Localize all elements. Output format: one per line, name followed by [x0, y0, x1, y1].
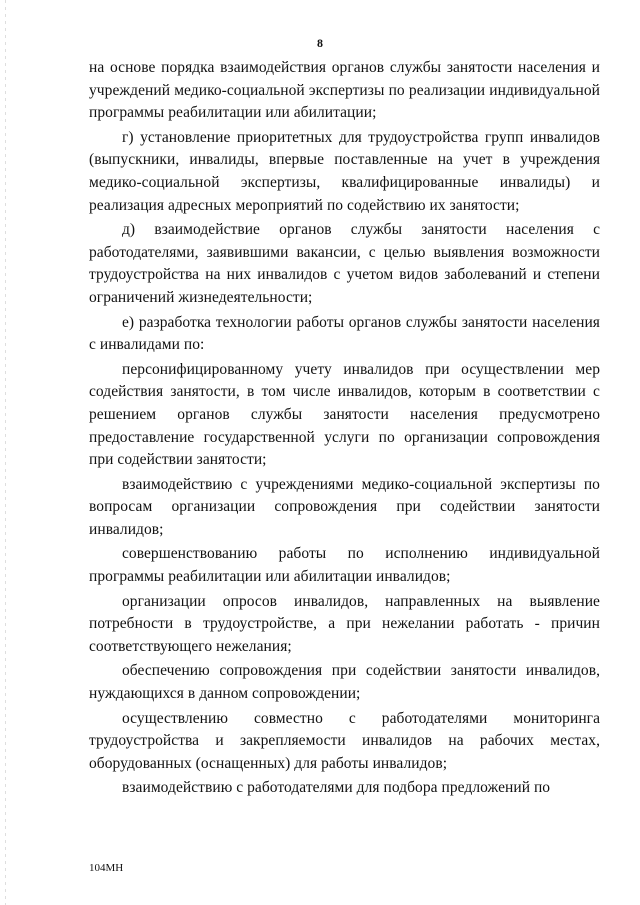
paragraph-subitem-employers: взаимодействию с работодателями для подбора предложений по [122, 779, 551, 797]
footer-document-code: 104МН [89, 862, 124, 874]
document-body [89, 57, 600, 802]
paragraph-subitem-surveys: организации опросов инвалидов, направленных на выявление потребности в трудоустройстве, а при нежелании работать - причин соответствующего нежелания; [89, 592, 600, 655]
paragraph-subitem-accounting: персонифицированному учету инвалидов при осуществлении мер содействия занятости, в том числе инвалидов, которым в соответствии с решением органов службы занятости населения предусмотрено предоставление государственной услуги по организации сопровождения при содействии занятости; [89, 360, 600, 469]
paragraph-item-g: г) установление приоритетных для трудоустройства групп инвалидов (выпускники, инвалиды, впервые поставленные на учет в учреждения медико-социальной экспертизы, квалифицированные инвалиды) и реализация адресных мероприятий по содействию их занятости; [89, 128, 600, 214]
paragraph-subitem-rehab-program: совершенствованию работы по исполнению индивидуальной программы реабилитации или абилитации инвалидов; [89, 545, 600, 586]
paragraph-subitem-monitoring: осуществлению совместно с работодателями мониторинга трудоустройства и закрепляемости инвалидов на рабочих местах, оборудованных (оснащенных) для работы инвалидов; [89, 709, 600, 772]
paragraph-continuation: на основе порядка взаимодействия органов службы занятости населения и учреждений медико-социальной экспертизы по реализации индивидуальной программы реабилитации или абилитации; [89, 59, 600, 122]
paragraph-item-e: е) разработка технологии работы органов службы занятости населения с инвалидами по: [89, 313, 600, 354]
scan-edge-marks [5, 0, 6, 905]
paragraph-subitem-support: обеспечению сопровождения при содействии занятости инвалидов, нуждающихся в данном сопровождении; [89, 662, 600, 703]
page-number: 8 [317, 36, 323, 50]
paragraph-item-d: д) взаимодействие органов службы занятости населения с работодателями, заявившими вакансии, с целью выявления возможности трудоустройства на них инвалидов с учетом видов заболеваний и степени ограничений жизнедеятельности; [89, 221, 600, 306]
paragraph-subitem-mse-interaction: взаимодействию с учреждениями медико-социальной экспертизы по вопросам организации сопровождения при содействии занятости инвалидов; [89, 475, 600, 538]
